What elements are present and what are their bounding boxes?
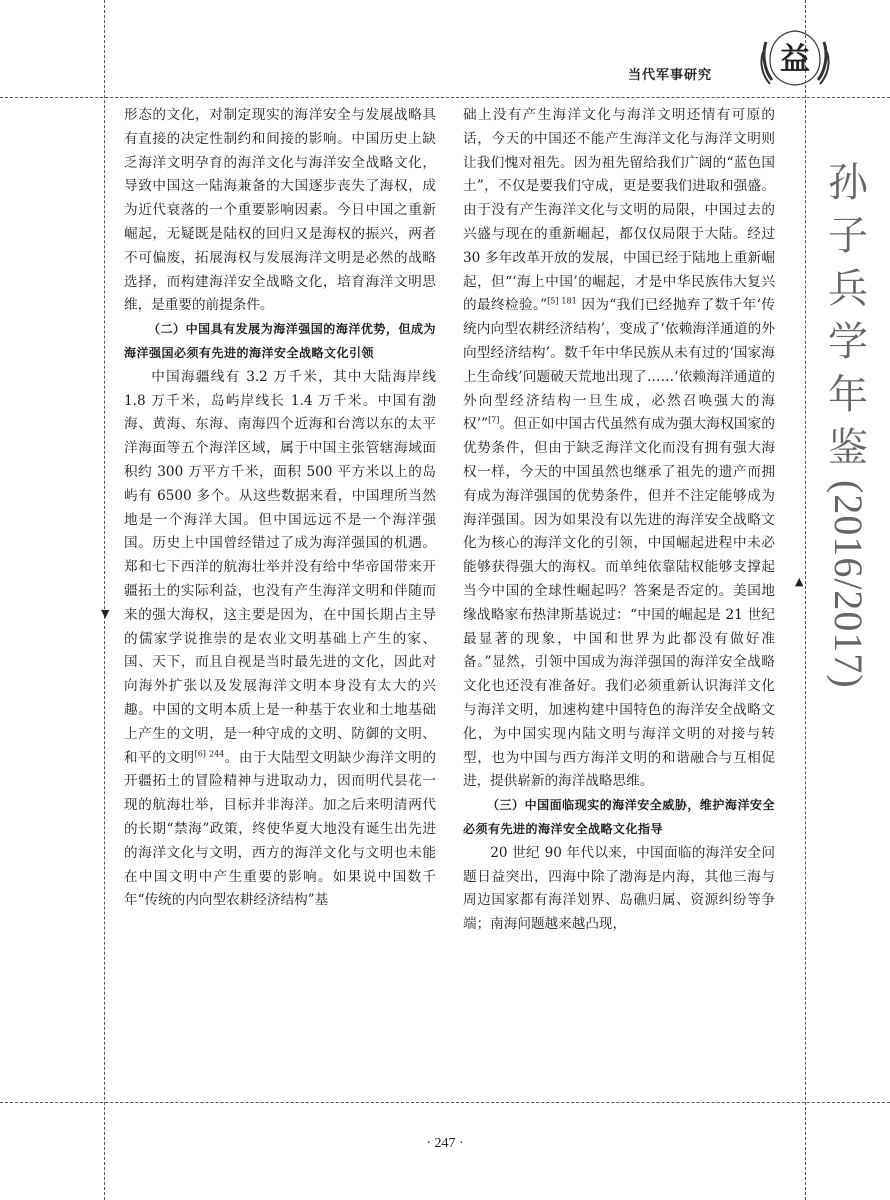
citation-7: [7] xyxy=(488,415,500,425)
left-column xyxy=(124,104,436,913)
left-paragraph-2 xyxy=(124,366,436,913)
right-paragraph-1-text-a: 础上没有产生海洋文化与海洋文明还情有可原的话，今天的中国还不能产生海洋文化与海洋文明则让我们愧对祖先。因为祖先留给我们广阔的“蓝色国土”，不仅是要我们守成，更是要我们进取和强盛。由于没有产生海洋文化与文明的局限，中国过去的兴盛与现在的重新崛起，都仅仅局限于大陆。经过 30 多年改革开放的发展，中国已经于陆地上重新崛起，但“‘海上中国’的崛起，才是中华民族伟大复兴的最终检验。” xyxy=(463,107,775,314)
triangle-up-icon: ▲ xyxy=(795,575,804,588)
right-paragraph-1-text-b: 因为“我们已经抛弃了数千年‘传统内向型农耕经济结构’，变成了‘依赖海洋通道的外向型经济结构’。数千年中华民族从未有过的‘国家海上生命线’问题破天荒地出现了……‘依赖海洋通道的外向型经济结构一旦生成，必然召唤强大的海权’” xyxy=(463,297,775,433)
side-title-char: 子 xyxy=(828,213,868,258)
page-number: · 247 · xyxy=(426,1136,464,1151)
right-margin-line xyxy=(805,0,806,1200)
side-title-char: 鉴 xyxy=(828,425,868,470)
left-paragraph-2-text-a: 中国海疆线有 3.2 万千米，其中大陆海岸线 1.8 万千米，岛屿岸线长 1.4 万千米。中国有渤海、黄海、东海、南海四个近海和台湾以东的太平洋海面等五个海洋区域，属于中国主张管辖海域面积约 300 万平方千米，面积 500 平方米以上的岛屿有 6500 多个。从这些数据来看，中国理所当然地是一个海洋大国。但中国远远不是一个海洋强国。历史上中国曾经错过了成为海洋强国的机遇。郑和七下西洋的航海壮举并没有给中华帝国带来开疆拓土的实际利益，也没有产生海洋文明和伴随而来的强大海权，这主要是因为，在中国长期占主导的儒家学说推崇的是农业文明基础上产生的家、国、天下，而且自视是当时最先进的文化，因此对向海外扩张以及发展海洋文明本身没有太大的兴趣。中国的文明本质上是一种基于农业和土地基础上产生的文明，是一种守成的文明、防御的文明、和平的文明 xyxy=(124,368,436,766)
logo-glyph: 益 xyxy=(780,42,810,77)
citation-5: [5] 181 xyxy=(547,296,577,306)
side-title-year: (2016/2017) xyxy=(826,480,871,689)
side-title-char: 学 xyxy=(828,319,868,364)
bottom-divider xyxy=(0,1102,890,1103)
right-column xyxy=(463,104,775,937)
right-paragraph-2: 20 世纪 90 年代以来，中国面临的海洋安全问题日益突出，四海中除了渤海是内海，其他三海与周边国家都有海洋划界、岛礁归属、资源纠纷等争端；南海问题越来越凸现， xyxy=(463,844,775,933)
left-margin-line xyxy=(104,0,105,1200)
left-paragraph-2-text-b: 。由于大陆型文明缺少海洋文明的开疆拓土的冒险精神与进取动力，因而明代昙花一现的航海壮举，目标并非海洋。加之后来明清两代的长期“禁海”政策，终使华夏大地没有诞生出先进的海洋文化与文明，西方的海洋文化与文明也未能在中国文明中产生重要的影响。如果说中国数千年“传统的内向型农耕经济结构”基 xyxy=(124,749,437,909)
left-paragraph-1: 形态的文化，对制定现实的海洋安全与发展战略具有直接的决定性制约和间接的影响。中国历史上缺乏海洋文明孕育的海洋文化与海洋安全战略文化，导致中国这一陆海兼备的大国逐步丧失了海权，成为近代衰落的一个重要影响因素。今日中国之重新崛起，无疑既是陆权的回归又是海权的振兴，两者不可偏废，拓展海权与发展海洋文明是必然的战略选择，而构建海洋安全战略文化，培育海洋文明思维，是重要的前提条件。 xyxy=(124,107,436,314)
triangle-down-icon: ▼ xyxy=(101,607,110,620)
logo-emblem xyxy=(760,22,830,92)
section-heading-3: （三）中国面临现实的海洋安全威胁，维护海洋安全必须有先进的海洋安全战略文化指导 xyxy=(463,798,775,836)
side-title-char: 兵 xyxy=(828,266,868,311)
right-paragraph-1-text-c: 。但正如中国古代虽然有成为强大海权国家的优势条件，但由于缺乏海洋文化而没有拥有强大海权一样，今天的中国虽然也继承了祖先的遗产而拥有成为海洋强国的优势条件，但并不注定能够成为海洋强国。因为如果没有以先进的海洋安全战略文化为核心的海洋文化的引领，中国崛起进程中未必能够获得强大的海权。而单纯依靠陆权能够支撑起当今中国的全球性崛起吗？答案是否定的。美国地缘战略家布热津斯基说过：“中国的崛起是 21 世纪最显著的现象，中国和世界为此都没有做好准备。”显然，引领中国成为海洋强国的海洋安全战略文化也还没有准备好。我们必须重新认识海洋文化与海洋文明，加速构建中国特色的海洋安全战略文化，为中国实现内陆文明与海洋文明的对接与转型，也为中国与西方海洋文明的和谐融合与互相促进，提供崭新的海洋战略思维。 xyxy=(463,416,775,790)
citation-6: [6] 244 xyxy=(194,748,225,758)
journal-header: 当代军事研究 xyxy=(628,68,713,83)
side-title-char: 年 xyxy=(828,372,868,417)
top-divider xyxy=(0,97,890,98)
right-paragraph-1 xyxy=(463,104,775,794)
side-title-char: 孙 xyxy=(828,160,868,205)
side-title xyxy=(818,156,878,689)
section-heading-2: （二）中国具有发展为海洋强国的海洋优势，但成为海洋强国必须有先进的海洋安全战略文化引领 xyxy=(124,322,436,360)
